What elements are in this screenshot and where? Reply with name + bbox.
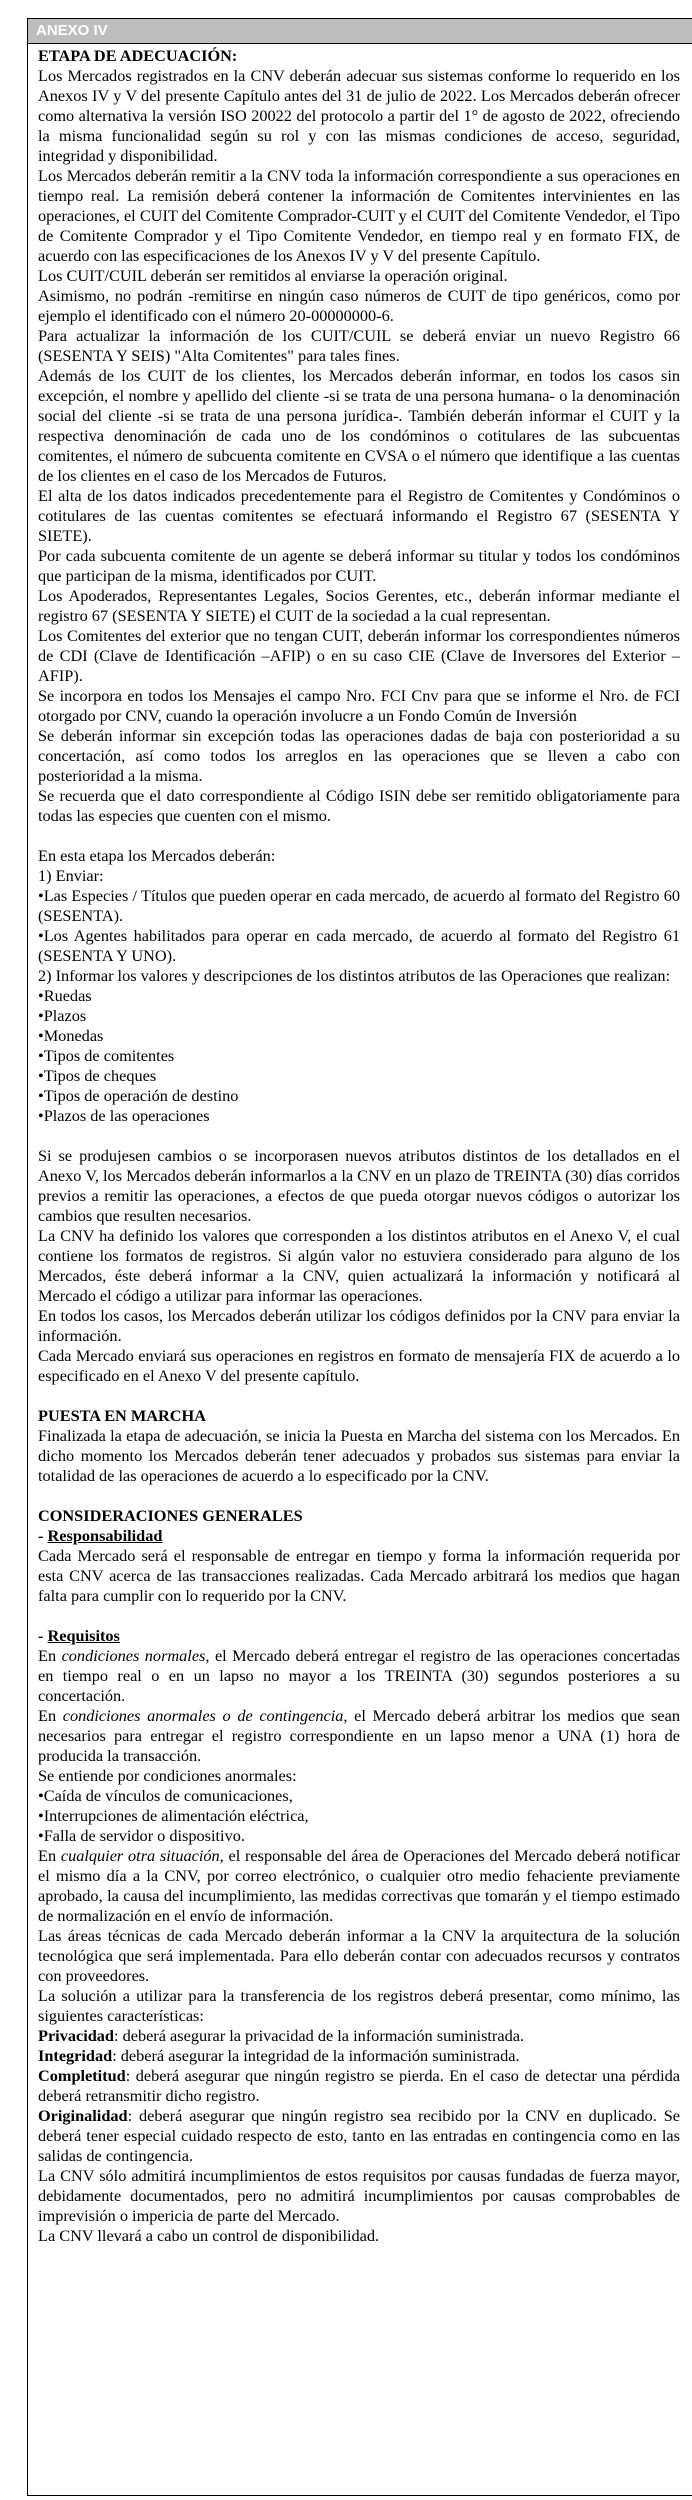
spacer bbox=[38, 1606, 680, 1626]
definition: : deberá asegurar la privacidad de la información suministrada. bbox=[113, 2026, 525, 2045]
paragraph: Los Apoderados, Representantes Legales, Socios Gerentes, etc., deberán informar mediante el registro 67 (SESENTA Y SIETE) el CUIT de la sociedad a la cual representan. bbox=[38, 586, 680, 625]
paragraph: Las áreas técnicas de cada Mercado deberán informar a la CNV la arquitectura de la solución tecnológica que será implementada. Para ello deberán contar con adecuados recursos y contratos con proveedores. bbox=[38, 1926, 680, 1985]
paragraph: Se incorpora en todos los Mensajes el campo Nro. FCI Cnv para que se informe el Nro. de FCI otorgado por CNV, cuando la operación involucre a un Fondo Común de Inversión bbox=[38, 686, 680, 725]
characteristic bbox=[38, 2026, 680, 2046]
spacer bbox=[38, 1126, 680, 1146]
characteristic bbox=[38, 2066, 680, 2106]
numbered-item: 1) Enviar: bbox=[38, 866, 104, 885]
characteristic bbox=[38, 2046, 680, 2066]
characteristic bbox=[38, 2106, 680, 2166]
term: Completitud bbox=[38, 2066, 126, 2085]
term: Privacidad bbox=[38, 2026, 114, 2045]
paragraph bbox=[38, 1706, 680, 1766]
spacer bbox=[38, 1386, 680, 1406]
list-item: • Falla de servidor o dispositivo. bbox=[38, 1826, 680, 1846]
send-list bbox=[38, 886, 680, 966]
spacer bbox=[38, 1486, 680, 1506]
paragraph: Además de los CUIT de los clientes, los Mercados deberán informar, en todos los casos sin excepción, el nombre y apellido del cliente -si se trata de una persona humana- o la denominación social del cliente -si se trata de una persona jurídica-. También deberán informar el CUIT y la respectiva denominación de cada uno de los condóminos o cotitulares de las subcuentas comitentes, el número de subcuenta comitente en CVSA o el número que identifique a las cuentas de los clientes en el caso de los Mercados de Futuros. bbox=[38, 366, 680, 485]
paragraph: Finalizada la etapa de adecuación, se inicia la Puesta en Marcha del sistema con los Mercados. En dicho momento los Mercados deberán tener adecuados y probados sus sistemas para enviar la totalidad de las operaciones de acuerdo a lo especificado por la CNV. bbox=[38, 1426, 680, 1485]
text-run: , el Mercado deberá entregar el registro de las operaciones concertadas en tiempo real o en un lapso no mayor a los TREINTA (30) segundos posteriores a su concertación. bbox=[38, 1646, 681, 1705]
list-item: • Caída de vínculos de comunicaciones, bbox=[38, 1786, 680, 1806]
numbered-item: 2) Informar los valores y descripciones de los distintos atributos de las Operaciones que realizan: bbox=[38, 966, 671, 985]
paragraph: La CNV sólo admitirá incumplimientos de estos requisitos por causas fundadas de fuerza mayor, debidamente documentados, pero no admitirá incumplimientos por causas comprobables de imprevisión o impericia de parte del Mercado. bbox=[38, 2166, 680, 2225]
list-item: • Monedas bbox=[38, 1026, 680, 1046]
paragraph: Los CUIT/CUIL deberán ser remitidos al enviarse la operación original. bbox=[38, 266, 508, 285]
paragraph: Los Mercados registrados en la CNV deberán adecuar sus sistemas conforme lo requerido en los Anexos IV y V del presente Capítulo antes del 31 de julio de 2022. Los Mercados deberán ofrecer como alternativa la versión ISO 20022 del protocolo a partir del 1° de agosto de 2022, ofreciendo la misma funcionalidad según su rol y con las mismas condiciones de acceso, seguridad, integridad y disponibilidad. bbox=[38, 66, 680, 165]
paragraph: El alta de los datos indicados precedentemente para el Registro de Comitentes y Condóminos o cotitulares de las cuentas comitentes se efectuará informando el Registro 67 (SESENTA Y SIETE). bbox=[38, 486, 680, 545]
emphasis: cualquier otra situación bbox=[60, 1846, 220, 1865]
paragraph: Asimismo, no podrán -remitirse en ningún caso números de CUIT de tipo genéricos, como por ejemplo el identificado con el número 20-00000000-6. bbox=[38, 286, 680, 325]
term: Integridad bbox=[38, 2046, 113, 2065]
text-run: En bbox=[38, 1846, 61, 1865]
list-item: • Plazos de las operaciones bbox=[38, 1106, 680, 1126]
text-run: En bbox=[38, 1646, 62, 1665]
annex-header bbox=[28, 19, 692, 44]
subsection-heading bbox=[38, 1526, 680, 1546]
list-item: • Ruedas bbox=[38, 986, 680, 1006]
paragraph: Para actualizar la información de los CUIT/CUIL se deberá enviar un nuevo Registro 66 (SESENTA Y SEIS) "Alta Comitentes" para tales fines. bbox=[38, 326, 680, 365]
emphasis: condiciones anormales o de contingencia bbox=[62, 1706, 344, 1725]
paragraph: La CNV llevará a cabo un control de disponibilidad. bbox=[38, 2226, 380, 2245]
text-run: , el Mercado deberá arbitrar los medios que sean necesarios para entregar el registro correspondiente en un lapso menor a UNA (1) hora de producida la transacción. bbox=[38, 1706, 681, 1765]
section-title-adecuacion: ETAPA DE ADECUACIÓN: bbox=[38, 46, 238, 65]
list-item: • Tipos de operación de destino bbox=[38, 1086, 680, 1106]
paragraph: La solución a utilizar para la transferencia de los registros deberá presentar, como mínimo, las siguientes características: bbox=[38, 1986, 680, 2025]
list-item: • Las Especies / Títulos que pueden operar en cada mercado, de acuerdo al formato del Registro 60 (SESENTA). bbox=[38, 886, 680, 926]
paragraph: Cada Mercado será el responsable de entregar en tiempo y forma la información requerida por esta CNV acerca de las transacciones realizadas. Cada Mercado arbitrará los medios que hagan falta para cumplir con lo requerido por la CNV. bbox=[38, 1546, 680, 1605]
list-item: • Interrupciones de alimentación eléctrica, bbox=[38, 1806, 680, 1826]
paragraph: En todos los casos, los Mercados deberán utilizar los códigos definidos por la CNV para enviar la información. bbox=[38, 1306, 680, 1345]
definition: : deberá asegurar que ningún registro se pierda. En el caso de detectar una pérdida deberá retransmitir dicho registro. bbox=[38, 2066, 680, 2105]
paragraph: Los Mercados deberán remitir a la CNV toda la información correspondiente a sus operaciones en tiempo real. La remisión deberá contener la información de Comitentes intervinientes en las operaciones, el CUIT del Comitente Comprador-CUIT y el CUIT del Comitente Vendedor, el Tipo de Comitente Comprador y el Tipo Comitente Vendedor, en tiempo real y en formato FIX, de acuerdo con las especificaciones de los Anexos IV y V del presente Capítulo. bbox=[38, 166, 680, 265]
list-item: • Los Agentes habilitados para operar en cada mercado, de acuerdo al formato del Registro 61 (SESENTA Y UNO). bbox=[38, 926, 680, 966]
paragraph: Cada Mercado enviará sus operaciones en registros en formato de mensajería FIX de acuerdo a lo especificado en el Anexo V del presente capítulo. bbox=[38, 1346, 680, 1385]
list-item: • Plazos bbox=[38, 1006, 680, 1026]
definition: : deberá asegurar la integridad de la información suministrada. bbox=[112, 2046, 520, 2065]
section-title-consideraciones: CONSIDERACIONES GENERALES bbox=[38, 1506, 303, 1525]
attributes-list bbox=[38, 986, 680, 1126]
paragraph: Los Comitentes del exterior que no tengan CUIT, deberán informar los correspondientes números de CDI (Clave de Identificación –AFIP) o en su caso CIE (Clave de Inversores del Exterior – AFIP). bbox=[38, 626, 680, 685]
annex-title: ANEXO IV bbox=[36, 22, 108, 39]
subtitle-responsabilidad: Responsabilidad bbox=[47, 1526, 163, 1545]
subtitle-dash: - bbox=[38, 1626, 48, 1645]
text-run: En bbox=[38, 1706, 63, 1725]
list-item: • Tipos de cheques bbox=[38, 1066, 680, 1086]
term: Originalidad bbox=[38, 2106, 128, 2125]
subtitle-dash: - bbox=[38, 1526, 48, 1545]
subsection-heading bbox=[38, 1626, 680, 1646]
document-body bbox=[28, 44, 692, 2246]
abnormal-conditions-list bbox=[38, 1786, 680, 1846]
paragraph: Se deberán informar sin excepción todas las operaciones dadas de baja con posterioridad a su concertación, así como todos los arreglos en las operaciones que se lleven a cabo con posterioridad a la misma. bbox=[38, 726, 680, 785]
paragraph bbox=[38, 1846, 680, 1926]
paragraph: Se recuerda que el dato correspondiente al Código ISIN debe ser remitido obligatoriamente para todas las especies que cuenten con el mismo. bbox=[38, 786, 680, 825]
text-run: , el responsable del área de Operaciones del Mercado deberá notificar el mismo día a la CNV, por correo electrónico, o cualquier otro medio fehaciente previamente aprobado, la causa del incumplimiento, las medidas correctivas que tomarán y el tiempo estimado de normalización en el envío de información. bbox=[38, 1846, 681, 1925]
paragraph bbox=[38, 1646, 680, 1706]
stage-intro: En esta etapa los Mercados deberán: bbox=[38, 846, 276, 865]
section-title-puesta: PUESTA EN MARCHA bbox=[38, 1406, 206, 1425]
definition: : deberá asegurar que ningún registro sea recibido por la CNV en duplicado. Se deberá tener especial cuidado respecto de esto, tanto en las entradas en contingencia como en las salidas de contingencia. bbox=[38, 2106, 680, 2165]
emphasis: condiciones normales bbox=[61, 1646, 206, 1665]
subtitle-requisitos: Requisitos bbox=[47, 1626, 120, 1645]
paragraph: Se entiende por condiciones anormales: bbox=[38, 1766, 297, 1785]
paragraph: Por cada subcuenta comitente de un agente se deberá informar su titular y todos los condóminos que participan de la misma, identificados por CUIT. bbox=[38, 546, 680, 585]
annex-frame bbox=[27, 18, 692, 2496]
paragraph: La CNV ha definido los valores que corresponden a los distintos atributos en el Anexo V, el cual contiene los formatos de registros. Si algún valor no estuviera considerado para alguno de los Mercados, éste deberá informar a la CNV, quien actualizará la información y notificará al Mercado el código a utilizar para informar las operaciones. bbox=[38, 1226, 680, 1305]
paragraph: Si se produjesen cambios o se incorporasen nuevos atributos distintos de los detallados en el Anexo V, los Mercados deberán informarlos a la CNV en un plazo de TREINTA (30) días corridos previos a remitir las operaciones, a efectos de que pueda otorgar nuevos códigos o autorizar los cambios que resulten necesarios. bbox=[38, 1146, 680, 1225]
spacer bbox=[38, 826, 680, 846]
list-item: • Tipos de comitentes bbox=[38, 1046, 680, 1066]
